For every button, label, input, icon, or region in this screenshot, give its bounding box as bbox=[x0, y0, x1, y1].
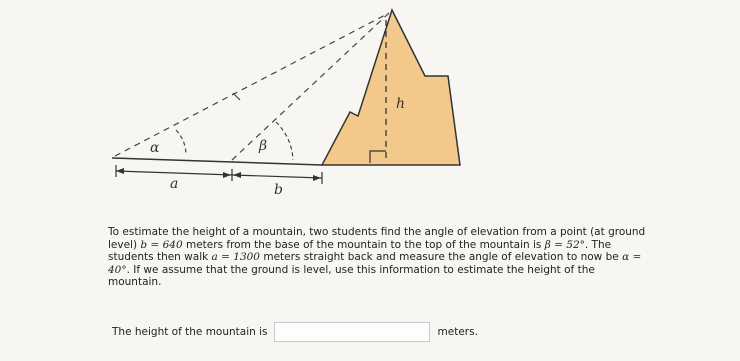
dim-arrow-a-right bbox=[223, 172, 231, 178]
answer-unit: meters. bbox=[437, 326, 478, 338]
dim-arrow-a-left bbox=[116, 168, 124, 174]
alpha-value: α = 40° bbox=[108, 251, 642, 276]
label-h: h bbox=[396, 96, 406, 112]
problem-part-1: To estimate the height of a mountain, two students find the angle of elevation from a point (at ground level) bbox=[108, 226, 646, 251]
label-alpha: α bbox=[150, 140, 160, 156]
sight-line-tick bbox=[233, 93, 240, 100]
mountain-shape bbox=[322, 10, 460, 165]
alpha-arc bbox=[176, 130, 186, 155]
beta-value: β = 52° bbox=[544, 238, 585, 251]
a-value: a = 1300 bbox=[211, 251, 260, 264]
problem-part-2: meters from the base of the mountain to the top of the mountain is bbox=[182, 238, 545, 251]
problem-text bbox=[108, 226, 648, 289]
problem-part-5: . If we assume that the ground is level, use this information to estimate the height of the mountain. bbox=[108, 263, 595, 289]
label-a: a bbox=[170, 176, 179, 192]
beta-arc bbox=[276, 122, 293, 160]
label-b: b bbox=[274, 182, 283, 198]
answer-prompt: The height of the mountain is bbox=[112, 326, 268, 338]
ground-line bbox=[112, 158, 322, 165]
height-answer-input[interactable] bbox=[274, 322, 430, 342]
problem-part-3: . The students then walk bbox=[108, 238, 612, 264]
label-beta: β bbox=[259, 138, 268, 154]
answer-row bbox=[112, 322, 478, 342]
b-value: b = 640 bbox=[140, 238, 183, 251]
dim-arrow-b-left bbox=[233, 172, 241, 178]
dimension-line bbox=[116, 171, 322, 178]
dim-arrow-b-right bbox=[313, 175, 321, 181]
problem-part-4: meters straight back and measure the angle of elevation to now be bbox=[260, 251, 623, 264]
